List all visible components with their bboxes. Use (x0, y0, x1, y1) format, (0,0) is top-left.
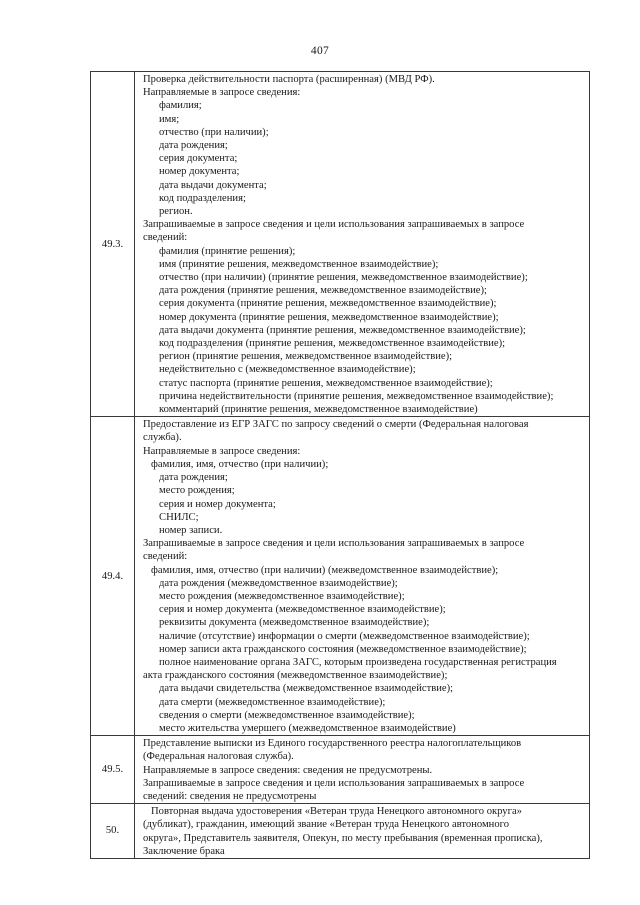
item-content (135, 804, 590, 859)
content-line: статус паспорта (принятие решения, межведомственное взаимодействие); (159, 377, 493, 389)
content-line: недействительно с (межведомственное взаимодействие); (159, 364, 416, 376)
content-line: причина недействительности (принятие решения, межведомственное взаимодействие); (159, 390, 554, 402)
content-line: Предоставление из ЕГР ЗАГС по запросу сведений о смерти (Федеральная налоговая (143, 419, 529, 431)
content-line: наличие (отсутствие) информации о смерти (межведомственное взаимодействие); (159, 630, 530, 642)
content-line: (дубликат), гражданин, имеющий звание «Ветеран труда Ненецкого автономного (143, 819, 510, 831)
content-line: Запрашиваемые в запросе сведения и цели использования запрашиваемых в запросе (143, 538, 525, 550)
content-line: Направляемые в запросе сведения: (143, 445, 301, 457)
item-number: 49.3. (91, 72, 135, 417)
content-line: дата выдачи документа (принятие решения, межведомственное взаимодействие); (159, 324, 526, 336)
item-content (135, 417, 590, 736)
content-line: серия документа; (159, 153, 238, 165)
content-line: Повторная выдача удостоверения «Ветеран труда Ненецкого автономного округа» (151, 806, 522, 818)
content-line: номер документа (принятие решения, межведомственное взаимодействие); (159, 311, 499, 323)
content-line: реквизиты документа (межведомственное взаимодействие); (159, 617, 430, 629)
content-line: служба). (143, 432, 182, 444)
content-line: акта гражданского состояния (межведомственное взаимодействие); (143, 670, 448, 682)
content-line: Запрашиваемые в запросе сведения и цели использования запрашиваемых в запросе (143, 219, 525, 231)
table-row (91, 804, 590, 859)
item-content (135, 72, 590, 417)
content-line: серия и номер документа (межведомственное взаимодействие); (159, 604, 446, 616)
content-line: регион (принятие решения, межведомственное взаимодействие); (159, 351, 453, 363)
page-number: 407 (310, 45, 330, 57)
item-content (135, 736, 590, 804)
content-line: (Федеральная налоговая служба). (143, 751, 294, 763)
content-line: номер записи. (159, 524, 223, 536)
content-line: номер документа; (159, 166, 240, 178)
content-line: дата выдачи свидетельства (межведомственное взаимодействие); (159, 683, 454, 695)
content-line: Направляемые в запросе сведения: (143, 87, 301, 99)
table-row (91, 736, 590, 804)
content-line: сведений: (143, 232, 188, 244)
content-line: имя (принятие решения, межведомственное взаимодействие); (159, 258, 439, 270)
content-line: сведений: сведения не предусмотрены (143, 790, 317, 802)
content-line: место рождения (межведомственное взаимодействие); (159, 590, 405, 602)
content-line: Направляемые в запросе сведения: сведения не предусмотрены. (143, 764, 433, 776)
content-line: СНИЛС; (159, 511, 199, 523)
content-line: Представление выписки из Единого государственного реестра налогоплательщиков (143, 738, 522, 750)
item-number: 50. (91, 804, 135, 859)
table-row (91, 417, 590, 736)
content-line: Запрашиваемые в запросе сведения и цели использования запрашиваемых в запросе (143, 777, 525, 789)
content-line: отчество (при наличии) (принятие решения, межведомственное взаимодействие); (159, 272, 528, 284)
content-line: фамилия; (159, 100, 202, 112)
content-line: отчество (при наличии); (159, 126, 269, 138)
content-line: сведения о смерти (межведомственное взаимодействие); (159, 709, 415, 721)
content-line: дата рождения (принятие решения, межведомственное взаимодействие); (159, 285, 487, 297)
content-line: регион. (159, 206, 193, 218)
content-line: номер записи акта гражданского состояния (межведомственное взаимодействие); (159, 643, 527, 655)
content-line: дата выдачи документа; (159, 179, 267, 191)
table-row (91, 72, 590, 417)
content-line: полное наименование органа ЗАГС, которым произведена государственная регистрация (159, 656, 557, 668)
content-line: Заключение брака (143, 845, 225, 857)
content-line: фамилия, имя, отчество (при наличии); (151, 458, 329, 470)
content-line: имя; (159, 113, 180, 125)
content-line: место рождения; (159, 485, 235, 497)
item-number: 49.5. (91, 736, 135, 804)
content-line: код подразделения; (159, 192, 246, 204)
content-line: место жительства умершего (межведомственное взаимодействие) (159, 722, 456, 734)
content-line: Проверка действительности паспорта (расширенная) (МВД РФ). (143, 74, 435, 85)
content-line: округа», Представитель заявителя, Опекун, по месту пребывания (временная прописка), (143, 832, 543, 844)
content-line: дата рождения; (159, 472, 228, 484)
content-line: сведений: (143, 551, 188, 563)
content-line: дата рождения (межведомственное взаимодействие); (159, 577, 398, 589)
content-line: дата смерти (межведомственное взаимодействие); (159, 696, 386, 708)
content-line: код подразделения (принятие решения, межведомственное взаимодействие); (159, 338, 506, 350)
content-line: серия документа (принятие решения, межведомственное взаимодействие); (159, 298, 497, 310)
document-table (90, 71, 590, 859)
content-line: фамилия (принятие решения); (159, 245, 296, 257)
content-line: фамилия, имя, отчество (при наличии) (межведомственное взаимодействие); (151, 564, 499, 576)
content-line: дата рождения; (159, 140, 228, 152)
item-number: 49.4. (91, 417, 135, 736)
content-line: серия и номер документа; (159, 498, 276, 510)
content-line: комментарий (принятие решения, межведомственное взаимодействие) (159, 404, 478, 416)
